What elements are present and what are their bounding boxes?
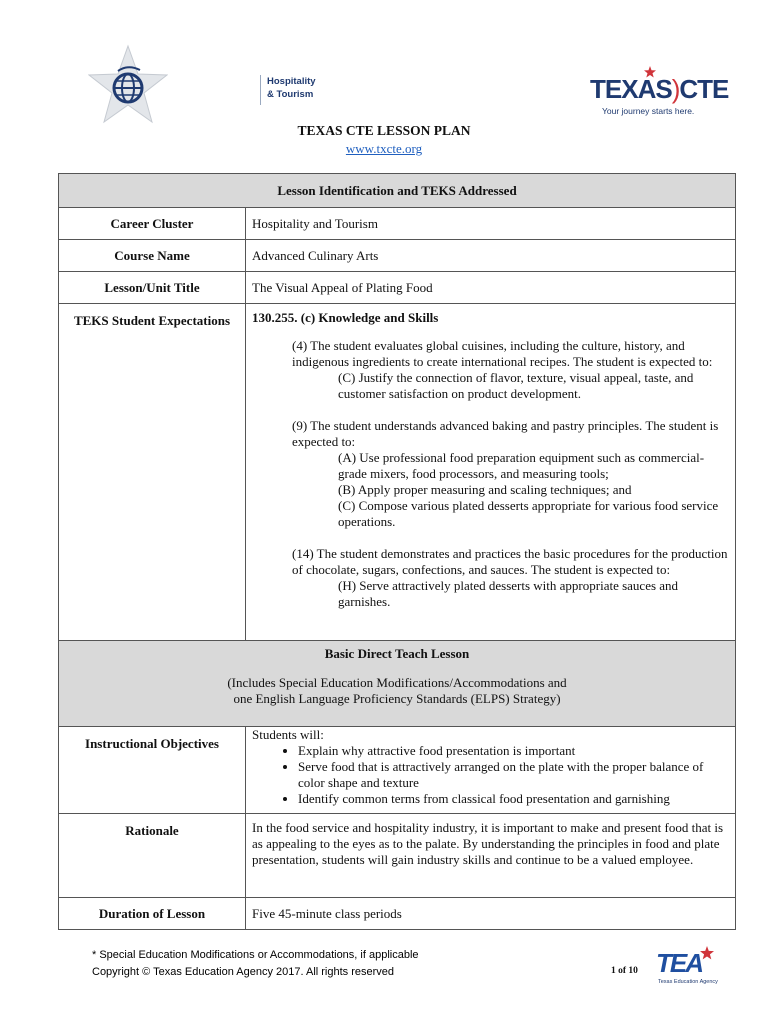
page-header (0, 0, 768, 170)
star-globe-icon (88, 44, 168, 128)
list-item: • Explain why attractive food presentation is important (298, 743, 729, 759)
tea-wordmark: TEA (656, 948, 702, 978)
section-heading-identification: Lesson Identification and TEKS Addressed (59, 174, 736, 208)
footer-note: * Special Education Modifications or Accommodations, if applicable (92, 949, 419, 961)
tea-subtitle: Texas Education Agency (658, 979, 718, 985)
page-footer (92, 947, 419, 981)
hospitality-tourism-label: Hospitality & Tourism (260, 75, 327, 105)
footer-copyright: Copyright © Texas Education Agency 2017. All rights reserved (92, 966, 395, 978)
objectives-content: Students will: • Explain why attractive food presentation is important • Serve food that is attractively arranged on the plate with the proper balance of color shape and texture • Identify common terms from classical food presentation and garnishing (246, 727, 736, 814)
duration-label: Duration of Lesson (59, 898, 246, 930)
lesson-title-value: The Visual Appeal of Plating Food (246, 272, 736, 304)
texas-cte-logo (590, 66, 729, 122)
swoosh-icon: ) (671, 74, 680, 104)
teks-label: TEKS Student Expectations (59, 304, 246, 641)
table-row (59, 814, 736, 898)
table-row (59, 272, 736, 304)
teks-standard: (14) The student demonstrates and practices the basic procedures for the production of chocolate, sugars, confections, and sauces. The student is expected to: (H) Serve attractively plated desserts with appropriate sauces and garnishes. (292, 546, 728, 609)
table-row (59, 727, 736, 814)
hospitality-tourism-logo (88, 44, 316, 128)
tea-logo (656, 948, 720, 990)
table-row (59, 208, 736, 240)
rationale-label: Rationale (59, 814, 246, 898)
star-icon (700, 946, 714, 960)
career-cluster-label: Career Cluster (59, 208, 246, 240)
course-name-label: Course Name (59, 240, 246, 272)
objectives-label: Instructional Objectives (59, 727, 246, 814)
teks-content (246, 304, 736, 641)
txcte-link[interactable]: www.txcte.org (345, 141, 423, 156)
duration-value: Five 45-minute class periods (246, 898, 736, 930)
lesson-title-label: Lesson/Unit Title (59, 272, 246, 304)
page-number: 1 of 10 (611, 966, 638, 976)
section-heading-direct-teach: Basic Direct Teach Lesson (Includes Special Education Modifications/Accommodations and one English Language Proficiency Standards (ELPS) Strategy) (59, 641, 736, 727)
list-item: • Identify common terms from classical food presentation and garnishing (298, 791, 729, 807)
texas-cte-tagline: Your journey starts here. (602, 106, 695, 116)
teks-standard: (4) The student evaluates global cuisines, including the culture, history, and indigenous ingredients to create international recipes. The student is expected to: (C) Justify the connection of flavor, texture, visual appeal, taste, and customer satisfaction on product development. (292, 338, 713, 401)
table-row (59, 240, 736, 272)
star-icon (644, 66, 656, 78)
document-title: TEXAS CTE LESSON PLAN (297, 123, 471, 138)
lesson-plan-table (58, 173, 736, 930)
objectives-list (252, 743, 729, 807)
list-item: • Serve food that is attractively arranged on the plate with the proper balance of color shape and texture (298, 759, 729, 791)
course-name-value: Advanced Culinary Arts (246, 240, 736, 272)
texas-cte-wordmark: TEXAS)CTE (590, 74, 729, 104)
table-row (59, 304, 736, 641)
career-cluster-value: Hospitality and Tourism (246, 208, 736, 240)
table-row (59, 898, 736, 930)
rationale-value: In the food service and hospitality industry, it is important to make and present food that is as appealing to the eyes as to the palate. By understanding the principles in food and plate presentation, students will gain industry skills and continue to be a valued employee. (246, 814, 736, 898)
teks-standard: (9) The student understands advanced baking and pastry principles. The student is expected to: (A) Use professional food preparation equipment such as commercial-grade mixers, food processors, and measuring tools; (B) Apply proper measuring and scaling techniques; and (C) Compose various plated desserts appropriate for various food service operations. (292, 418, 719, 529)
teks-heading: 130.255. (c) Knowledge and Skills (252, 310, 439, 325)
